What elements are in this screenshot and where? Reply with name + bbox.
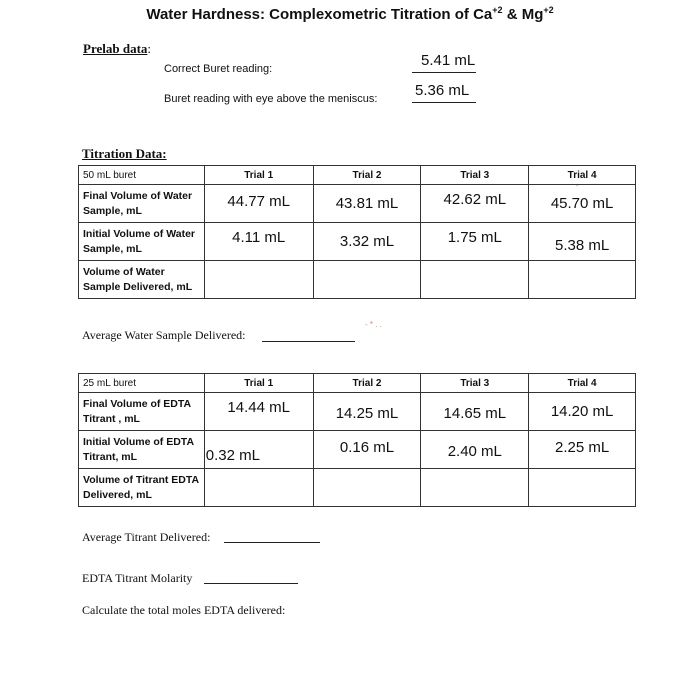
- average-titrant-blank[interactable]: [224, 542, 320, 543]
- trial-header: Trial 1: [204, 166, 313, 185]
- data-cell[interactable]: 14.65 mL: [421, 393, 529, 431]
- data-cell[interactable]: 14.20 mL: [529, 393, 636, 431]
- table-row: [79, 469, 636, 507]
- data-cell[interactable]: 43.81 mL: [313, 185, 421, 223]
- edta-titrant-table: [78, 373, 636, 507]
- average-water-blank[interactable]: [262, 341, 355, 342]
- table-header-row: [79, 374, 636, 393]
- row-label-delivered: Volume of Titrant EDTA Delivered, mL: [79, 469, 205, 507]
- trial-header: Trial 3: [421, 166, 529, 185]
- trial-header: Trial 2: [313, 166, 421, 185]
- data-cell[interactable]: - 45.70 mL: [529, 185, 636, 223]
- eye-reading-underline: [412, 102, 476, 103]
- trial-header: Trial 2: [313, 374, 421, 393]
- eye-reading-label: Buret reading with eye above the meniscus:: [164, 93, 378, 105]
- titration-heading: Titration Data:: [82, 146, 167, 161]
- table-row: [79, 431, 636, 469]
- row-label-final-volume: Final Volume of EDTA Titrant , mL: [79, 393, 205, 431]
- data-cell[interactable]: [313, 469, 421, 507]
- data-cell[interactable]: 2.25 mL: [529, 431, 636, 469]
- data-cell[interactable]: 42.62 mL: [421, 185, 529, 223]
- row-label-delivered: Volume of Water Sample Delivered, mL: [79, 261, 205, 299]
- data-cell[interactable]: 0.16 mL: [313, 431, 421, 469]
- data-cell[interactable]: [421, 469, 529, 507]
- data-cell[interactable]: 3.32 mL: [313, 223, 421, 261]
- data-cell[interactable]: 2.40 mL: [421, 431, 529, 469]
- prelab-heading: Prelab data:: [83, 41, 152, 56]
- page-title: Water Hardness: Complexometric Titration of $Ca^{+2}$ & $Mg^{+2}$: [146, 5, 554, 23]
- data-cell[interactable]: 4.11 mL: [204, 223, 313, 261]
- data-cell[interactable]: 5.38 mL: [529, 223, 636, 261]
- row-label-final-volume: Final Volume of Water Sample, mL: [79, 185, 205, 223]
- data-cell[interactable]: [529, 469, 636, 507]
- buret-size-label: 50 mL buret: [79, 166, 205, 185]
- trial-header: Trial 3: [421, 374, 529, 393]
- molarity-label: EDTA Titrant Molarity: [82, 571, 193, 585]
- data-cell[interactable]: [204, 261, 313, 299]
- trial-header: Trial 1: [204, 374, 313, 393]
- data-cell[interactable]: [204, 469, 313, 507]
- total-moles-prompt: Calculate the total moles EDTA delivered:: [82, 603, 286, 617]
- correct-reading-label: Correct Buret reading:: [164, 63, 273, 75]
- row-label-initial-volume: Initial Volume of EDTA Titrant, mL: [79, 431, 205, 469]
- correct-reading-value: 5.41 mL: [421, 52, 476, 69]
- table-row: [79, 185, 636, 223]
- table-row: [79, 393, 636, 431]
- buret-size-label: 25 mL buret: [79, 374, 205, 393]
- water-sample-table: [78, 165, 636, 299]
- molarity-blank[interactable]: [204, 583, 298, 584]
- data-cell[interactable]: 0.32 mL: [204, 431, 313, 469]
- data-cell[interactable]: 14.44 mL: [204, 393, 313, 431]
- table-row: [79, 261, 636, 299]
- table-row: [79, 223, 636, 261]
- data-cell[interactable]: 1.75 mL: [421, 223, 529, 261]
- trial-header: Trial 4: [529, 166, 636, 185]
- data-cell[interactable]: [421, 261, 529, 299]
- stray-mark: - * . .: [365, 320, 382, 329]
- data-cell[interactable]: 44.77 mL: [204, 185, 313, 223]
- data-cell[interactable]: [313, 261, 421, 299]
- eye-reading-value: 5.36 mL: [415, 82, 470, 99]
- average-titrant-label: Average Titrant Delivered:: [82, 530, 211, 544]
- correct-reading-underline: [412, 72, 476, 73]
- data-cell[interactable]: 14.25 mL: [313, 393, 421, 431]
- table-header-row: [79, 166, 636, 185]
- trial-header: Trial 4: [529, 374, 636, 393]
- row-label-initial-volume: Initial Volume of Water Sample, mL: [79, 223, 205, 261]
- average-water-label: Average Water Sample Delivered:: [82, 328, 246, 342]
- data-cell[interactable]: [529, 261, 636, 299]
